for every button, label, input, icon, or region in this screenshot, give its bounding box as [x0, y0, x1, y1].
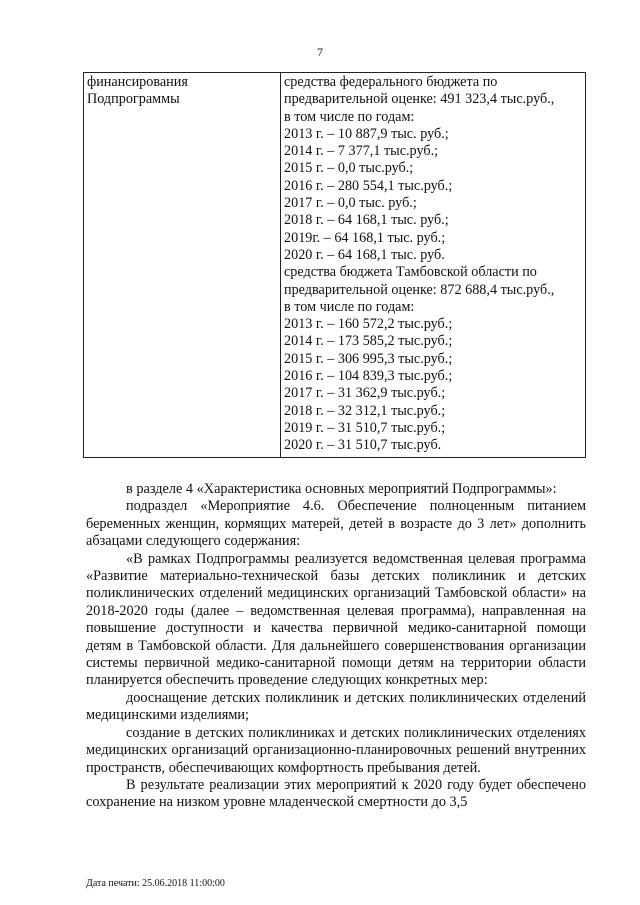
- value-line: 2013 г. – 160 572,2 тыс.руб.;: [284, 316, 453, 333]
- value-line: 2016 г. – 280 554,1 тыс.руб.;: [284, 177, 453, 194]
- label-line: финансирования: [87, 74, 188, 90]
- label-line: Подпрограммы: [87, 91, 180, 108]
- value-line: 2020 г. – 64 168,1 тыс. руб.: [284, 246, 445, 263]
- page-number: 7: [317, 45, 323, 59]
- document-body: [86, 481, 586, 812]
- print-date-footer: Дата печати: 25.06.2018 11:00:00: [86, 878, 225, 889]
- value-line: 2015 г. – 0,0 тыс.руб.;: [284, 160, 414, 177]
- value-line: 2020 г. – 31 510,7 тыс.руб.: [284, 437, 442, 454]
- value-line: 2014 г. – 173 585,2 тыс.руб.;: [284, 333, 453, 350]
- value-line: 2013 г. – 10 887,9 тыс. руб.;: [284, 125, 449, 142]
- value-line: 2017 г. – 31 362,9 тыс.руб.;: [284, 385, 446, 402]
- value-line: средства бюджета Тамбовской области по: [284, 264, 537, 281]
- value-line: предварительной оценке: 491 323,4 тыс.руб.,: [284, 91, 555, 108]
- value-line: 2018 г. – 64 168,1 тыс. руб.;: [284, 212, 449, 229]
- measure-paragraph: создание в детских поликлиниках и детских поликлинических отделениях медицинских организаций организационно-планировочных решений внутренних пространств, обеспечивающих комфортность пребывания детей.: [86, 724, 586, 776]
- value-line: 2019г. – 64 168,1 тыс. руб.;: [284, 229, 446, 246]
- funding-table: [83, 72, 586, 458]
- value-line: 2014 г. – 7 377,1 тыс.руб.;: [284, 143, 439, 160]
- value-line: 2017 г. – 0,0 тыс. руб.;: [284, 195, 417, 212]
- funding-values-cell: [281, 73, 586, 458]
- value-line: 2016 г. – 104 839,3 тыс.руб.;: [284, 368, 453, 385]
- program-paragraph: «В рамках Подпрограммы реализуется ведомственная целевая программа «Развитие материально-технической базы детских поликлиник и детских поликлинических отделений медицинских организаций Тамбовской области» на 2018-2020 годы (далее – ведомственная целевая программа), направленная на повышение доступности и качества первичной медико-санитарной помощи детям в Тамбовской области. Для дальнейшего совершенствования организации системы первичной медико-санитарной помощи детям на территории области планируется обеспечить проведение следующих конкретных мер:: [86, 550, 586, 689]
- value-line: 2018 г. – 32 312,1 тыс.руб.;: [284, 402, 446, 419]
- table-row: [84, 73, 586, 458]
- value-line: предварительной оценке: 872 688,4 тыс.руб.,: [284, 281, 555, 298]
- value-line: 2015 г. – 306 995,3 тыс.руб.;: [284, 350, 453, 367]
- subsection-paragraph: подраздел «Мероприятие 4.6. Обеспечение полноценным питанием беременных женщин, кормящих матерей, детей в возрасте до 3 лет» дополнить абзацами следующего содержания:: [86, 498, 586, 550]
- measure-paragraph: дооснащение детских поликлиник и детских поликлинических отделений медицинскими изделиями;: [86, 689, 586, 724]
- value-line: средства федерального бюджета по: [284, 74, 498, 90]
- funding-label-cell: [84, 73, 281, 458]
- value-line: в том числе по годам:: [284, 298, 415, 315]
- value-line: 2019 г. – 31 510,7 тыс.руб.;: [284, 419, 446, 436]
- result-paragraph: В результате реализации этих мероприятий к 2020 году будет обеспечено сохранение на низком уровне младенческой смертности до 3,5: [86, 776, 586, 811]
- section-intro-paragraph: в разделе 4 «Характеристика основных мероприятий Подпрограммы»:: [126, 481, 557, 497]
- value-line: в том числе по годам:: [284, 108, 415, 125]
